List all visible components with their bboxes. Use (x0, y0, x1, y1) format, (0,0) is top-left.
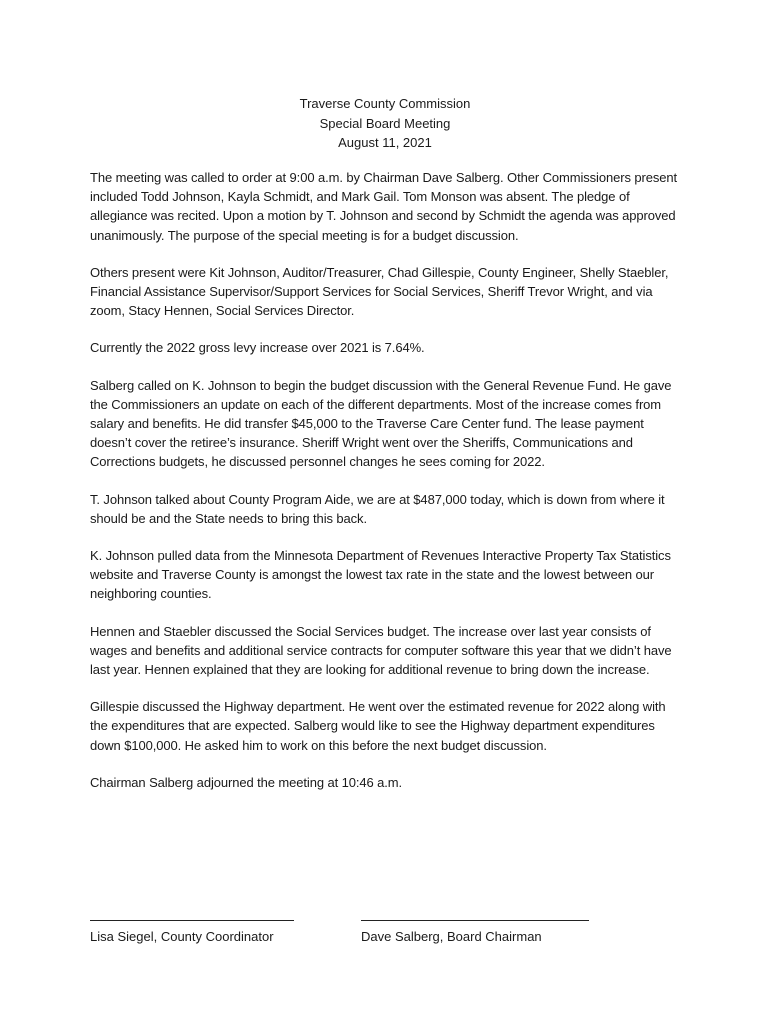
header-meeting-type: Special Board Meeting (319, 115, 451, 131)
document-header (0, 94, 770, 153)
signature-line (90, 920, 294, 921)
paragraph-call-to-order: The meeting was called to order at 9:00 a.m. by Chairman Dave Salberg. Other Commissioners present included Todd Johnson, Kayla Schmidt, and Mark Gail. Tom Monson was absent. The pledge of allegiance was recited. Upon a motion by T. Johnson and second by Schmidt the agenda was approved unanimously. The purpose of the special meeting is for a budget discussion. (90, 170, 678, 243)
paragraph-highway: Gillespie discussed the Highway department. He went over the estimated revenue for 2022 along with the expenditures that are expected. Salberg would like to see the Highway department expenditures down $100,000. He asked him to work on this before the next budget discussion. (90, 699, 666, 753)
minutes-body (90, 168, 680, 810)
signature-name-chairman: Dave Salberg, Board Chairman (361, 929, 542, 944)
signature-block-coordinator (90, 904, 294, 946)
paragraph-social-services: Hennen and Staebler discussed the Social Services budget. The increase over last year consists of wages and benefits and additional service contracts for computer software this year that we didn’t have last year. Hennen explained that they are looking for additional revenue to bring down the increase. (90, 623, 672, 678)
paragraph-tax-statistics: K. Johnson pulled data from the Minnesota Department of Revenues Interactive Property Tax Statistics website and Traverse County is amongst the lowest tax rate in the state and the lowest between our neighboring counties. (90, 548, 671, 602)
paragraph-program-aide: T. Johnson talked about County Program Aide, we are at $487,000 today, which is down from where it should be and the State needs to bring this back. (90, 491, 665, 526)
paragraph-adjournment: Chairman Salberg adjourned the meeting at 10:46 a.m. (90, 774, 403, 790)
header-date: August 11, 2021 (338, 135, 432, 150)
paragraph-levy-increase: Currently the 2022 gross levy increase over 2021 is 7.64%. (90, 340, 425, 356)
paragraph-general-revenue: Salberg called on K. Johnson to begin the budget discussion with the General Revenue Fund. He gave the Commissioners an update on each of the different departments. Most of the increase comes from salary and benefits. He did transfer $45,000 to the Traverse Care Center fund. The lease payment doesn’t cover the retiree’s insurance. Sheriff Wright went over the Sheriffs, Communications and Corrections budgets, he discussed personnel changes he sees coming for 2022. (90, 377, 672, 470)
header-title: Traverse County Commission (299, 96, 471, 111)
signature-line (361, 920, 589, 921)
paragraph-others-present: Others present were Kit Johnson, Auditor/Treasurer, Chad Gillespie, County Engineer, Shelly Staebler, Financial Assistance Supervisor/Support Services for Social Services, Sheriff Trevor Wright, and via zoom, Stacy Hennen, Social Services Director. (90, 264, 669, 319)
signature-name-coordinator: Lisa Siegel, County Coordinator (90, 929, 274, 944)
signature-block-chairman (361, 904, 589, 946)
